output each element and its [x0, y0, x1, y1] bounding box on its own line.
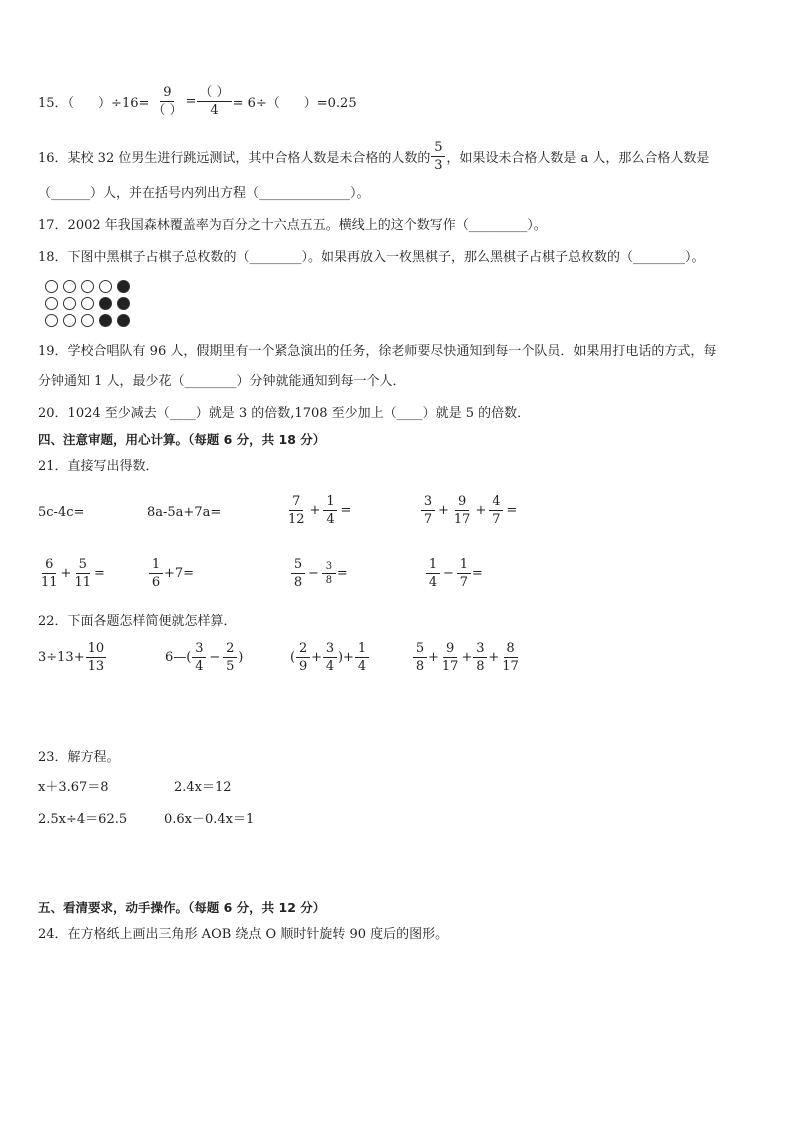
fraction: 7 12 [288, 494, 305, 527]
q21-item-e [38, 556, 105, 591]
q22-item-a [38, 640, 107, 675]
fraction: $\frac{8}{17}$ [502, 641, 519, 674]
fraction: $\frac{4}{7}$ [489, 493, 503, 528]
q22b-prefix: 6—( [165, 650, 192, 665]
q22-item-c [290, 640, 370, 675]
white-piece-icon [45, 280, 58, 293]
q16-text-a: 16．某校 32 位男生进行跳远测试，其中合格人数是未合格的人数的 [38, 151, 431, 166]
fraction: 3 4 [192, 640, 206, 675]
white-piece-icon [63, 297, 76, 310]
q21-item-d [420, 493, 519, 528]
q15-div16: ）÷16= [98, 96, 150, 111]
white-piece-icon [81, 280, 94, 293]
minus-sign: − [209, 650, 221, 665]
q15-div6: = 6÷（ [232, 96, 280, 111]
fraction: $\frac{2}{5}$ [223, 640, 237, 675]
q15-fraction-2: （ ） 4 [199, 85, 230, 118]
white-piece-icon [81, 314, 94, 327]
q15-lead: 15．（ [38, 96, 75, 111]
fraction: 2 9 [296, 640, 310, 675]
q21-item-g [290, 556, 348, 591]
equals-sign: = [506, 503, 518, 518]
chess-row [45, 312, 135, 329]
plus-sign: + [475, 503, 487, 518]
question-19-line-2: 分钟通知 1 人，最少花（________）分钟就能通知到每一个人． [38, 374, 406, 389]
q21-item-b: 8a-5a+7a= [147, 505, 222, 520]
white-piece-icon [45, 297, 58, 310]
black-piece-icon [117, 297, 130, 310]
question-19-line-1: 19．学校合唱队有 96 人，假期里有一个紧急演出的任务，徐老师要尽快通知到每一个队员．如果用打电话的方式，每 [38, 344, 717, 359]
equals-sign: = [340, 503, 352, 518]
q21-item-h [425, 556, 483, 591]
minus-sign: − [443, 566, 454, 581]
q16-line-2: （______）人，并在括号内列出方程（______________）。 [38, 186, 370, 201]
question-22-title: 22．下面各题怎样简便就怎样算． [38, 614, 237, 629]
fraction: 3 7 [421, 493, 435, 528]
chess-pieces-figure [45, 278, 135, 329]
plus-sign: + [60, 566, 72, 581]
q23-item-a: x＋3.67＝8 [38, 780, 109, 795]
white-piece-icon [63, 314, 76, 327]
plus-sign: + [438, 503, 449, 518]
equals-sign: = [471, 566, 483, 581]
open-paren: ( [290, 650, 296, 665]
plus-sign: + [428, 650, 439, 665]
fraction: $\frac{9}{17}$ [453, 494, 471, 527]
question-18: 18．下图中黑棋子占棋子总枚数的（________）。如果再放入一枚黑棋子，那么黑棋子占棋子总枚数的（________）。 [38, 250, 705, 265]
fraction: $\frac{3}{4}$ [323, 640, 337, 675]
fraction: 5 8 [413, 640, 427, 675]
fraction: $\frac{3}{8}$ [322, 560, 336, 587]
question-16 [38, 139, 709, 174]
question-21-title: 21．直接写出得数． [38, 459, 159, 474]
white-piece-icon [81, 297, 94, 310]
fraction: $\frac{3}{8}$ [473, 640, 487, 675]
black-piece-icon [99, 297, 112, 310]
plus-sign: + [311, 650, 322, 665]
black-piece-icon [117, 314, 130, 327]
q22-item-b [165, 640, 243, 675]
q15-equals: = [185, 94, 197, 109]
white-piece-icon [63, 280, 76, 293]
fraction: $\frac{1}{7}$ [457, 556, 471, 591]
question-23-title: 23．解方程。 [38, 750, 120, 765]
fraction: 1 6 [149, 556, 163, 591]
fraction: $\frac{5}{11}$ [74, 557, 91, 590]
section-5-heading: 五、看清要求，动手操作。（每题 6 分，共 12 分） [38, 900, 326, 915]
minus-sign: − [308, 566, 319, 581]
close-paren: ) [238, 650, 244, 665]
fraction: $\frac{1}{4}$ [323, 493, 337, 528]
plus-sign: + [461, 650, 473, 665]
q16-text-b: ，如果设未合格人数是 a 人，那么合格人数是 [446, 151, 710, 166]
question-24: 24．在方格纸上画出三角形 AOB 绕点 O 顺时针旋转 90 度后的图形。 [38, 927, 449, 942]
q23-item-b: 2.4x＝12 [174, 780, 232, 795]
chess-row [45, 295, 135, 312]
q15-fraction-1: 9 （ ） [152, 85, 183, 118]
black-piece-icon [117, 280, 130, 293]
q21-item-c [285, 493, 353, 528]
chess-row [45, 278, 135, 295]
white-piece-icon [45, 314, 58, 327]
question-20: 20．1024 至少减去（____）就是 3 的倍数,1708 至少加上（____）就是 5 的倍数． [38, 406, 531, 421]
fraction: $\frac{9}{17}$ [441, 641, 459, 674]
q15-result: ）=0.25 [303, 96, 357, 111]
fraction: $\frac{1}{4}$ [355, 640, 369, 675]
plus-sign: + [488, 650, 500, 665]
q16-fraction: 5 3 [431, 139, 445, 174]
black-piece-icon [99, 314, 112, 327]
equals-sign: = [94, 566, 105, 581]
q22a-prefix: 3÷13+ [38, 650, 85, 665]
white-piece-icon [99, 280, 112, 293]
q21-item-a: 5c-4c= [38, 505, 85, 520]
close-paren-plus: )+ [337, 650, 354, 665]
fraction: 5 8 [291, 556, 305, 591]
q22-item-d [412, 640, 522, 675]
q23-item-c: 2.5x÷4＝62.5 [38, 812, 128, 827]
question-17: 17．2002 年我国森林覆盖率为百分之十六点五五。横线上的这个数写作（_________）。 [38, 218, 547, 233]
equals-sign: = [336, 566, 348, 581]
plus-seven: +7= [164, 566, 195, 581]
fraction: $\frac{10}{13}$ [87, 641, 105, 674]
fraction: 1 4 [426, 556, 440, 591]
q21-item-f [148, 556, 194, 591]
q23-item-d: 0.6x－0.4x＝1 [164, 812, 255, 827]
fraction: 6 11 [41, 557, 58, 590]
section-4-heading: 四、注意审题，用心计算。（每题 6 分，共 18 分） [38, 432, 326, 447]
plus-sign: + [309, 503, 321, 518]
question-15 [38, 84, 357, 119]
